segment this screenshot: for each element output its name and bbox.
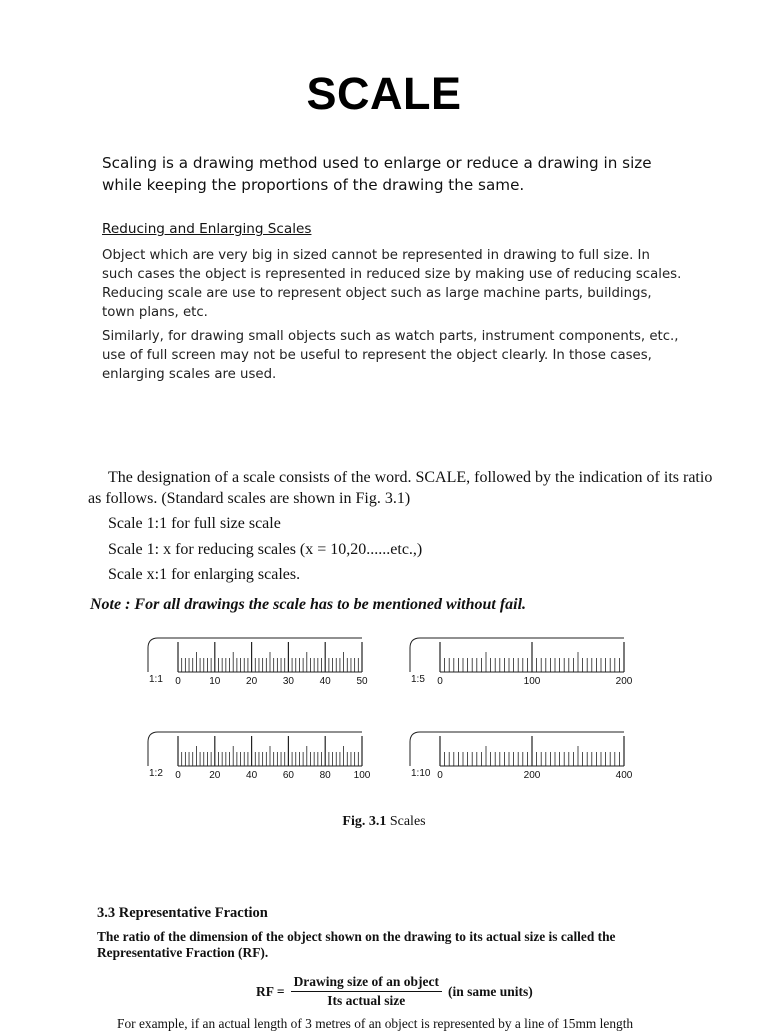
designation-line-2: as follows. (Standard scales are shown in Fig. 3.1) <box>88 490 411 507</box>
ruler-tick-label: 40 <box>319 676 331 687</box>
ruler-svg <box>146 728 366 770</box>
ruler-ratio-label: 1:10 <box>411 768 431 779</box>
ruler-tick-label: 200 <box>523 770 541 781</box>
formula-suffix: (in same units) <box>448 983 533 999</box>
ruler-tick-label: 40 <box>246 770 258 781</box>
ruler-tick-label: 100 <box>523 676 541 687</box>
formula-fraction <box>291 974 442 1009</box>
rf-formula <box>256 974 533 1009</box>
ruler-ratio-label: 1:2 <box>149 768 163 779</box>
formula-numerator: Drawing size of an object <box>291 974 442 992</box>
figure-caption-label: Fig. 3.1 <box>342 814 387 829</box>
designation-note: Note : For all drawings the scale has to be mentioned without fail. <box>90 596 527 613</box>
paragraph-enlarging: Similarly, for drawing small objects such as watch parts, instrument components, etc., use of full screen may not be useful to represent the object clearly. In those cases, enlarging scales are used. <box>102 329 679 382</box>
ruler-svg <box>408 634 628 676</box>
designation-item-enlarging: Scale x:1 for enlarging scales. <box>108 566 301 583</box>
ruler-tick-label: 400 <box>615 770 633 781</box>
formula-lhs: RF = <box>256 983 285 999</box>
ruler-tick-label: 0 <box>175 676 181 687</box>
intro-paragraph <box>102 152 692 196</box>
ruler-tick-label: 20 <box>209 770 221 781</box>
ruler-tick-label: 10 <box>209 676 221 687</box>
ruler-tick-label: 20 <box>246 676 258 687</box>
section-text-representative-fraction: The ratio of the dimension of the object shown on the drawing to its actual size is called the Representative Fraction (RF). <box>97 929 616 960</box>
section-heading-representative-fraction: 3.3 Representative Fraction <box>97 905 268 921</box>
ruler-tick-label: 50 <box>356 676 368 687</box>
ruler-tick-label: 0 <box>437 676 443 687</box>
scale-diagram-1-10 <box>408 728 633 788</box>
section-heading-reducing-enlarging: Reducing and Enlarging Scales <box>102 221 312 237</box>
ruler-tick-label: 0 <box>175 770 181 781</box>
figure-caption-text: Scales <box>389 814 426 829</box>
scale-diagram-1-1 <box>146 634 366 694</box>
ruler-svg <box>408 728 628 770</box>
designation-line-1: The designation of a scale consists of the word. SCALE, followed by the indication of its ratio <box>108 469 713 486</box>
intro-line-1: Scaling is a drawing method used to enlarge or reduce a drawing in size <box>102 154 652 172</box>
formula-denominator: Its actual size <box>327 993 406 1008</box>
ruler-tick-label: 80 <box>319 770 331 781</box>
paragraph-reducing: Object which are very big in sized cannot be represented in drawing to full size. In such cases the object is represented in reduced size by making use of reducing scales. Reducing scale are use to represent object such as large machine parts, buildings, town plans, etc. <box>102 248 682 320</box>
cutoff-paragraph: For example, if an actual length of 3 metres of an object is represented by a line of 15mm length <box>117 1016 634 1031</box>
page-title: SCALE <box>306 68 462 119</box>
ruler-tick-label: 0 <box>437 770 443 781</box>
intro-line-2: while keeping the proportions of the drawing the same. <box>102 176 525 194</box>
ruler-ratio-label: 1:1 <box>149 674 163 685</box>
scale-diagram-1-5 <box>408 634 633 694</box>
designation-item-full-size: Scale 1:1 for full size scale <box>108 515 281 532</box>
scale-diagram-1-2 <box>146 728 371 788</box>
ruler-tick-label: 60 <box>282 770 294 781</box>
ruler-svg <box>146 634 366 676</box>
ruler-tick-label: 100 <box>353 770 371 781</box>
ruler-ratio-label: 1:5 <box>411 674 425 685</box>
figure-caption <box>0 814 768 830</box>
designation-item-reducing: Scale 1: x for reducing scales (x = 10,20......etc.,) <box>108 541 423 558</box>
ruler-tick-label: 200 <box>615 676 633 687</box>
ruler-tick-label: 30 <box>282 676 294 687</box>
